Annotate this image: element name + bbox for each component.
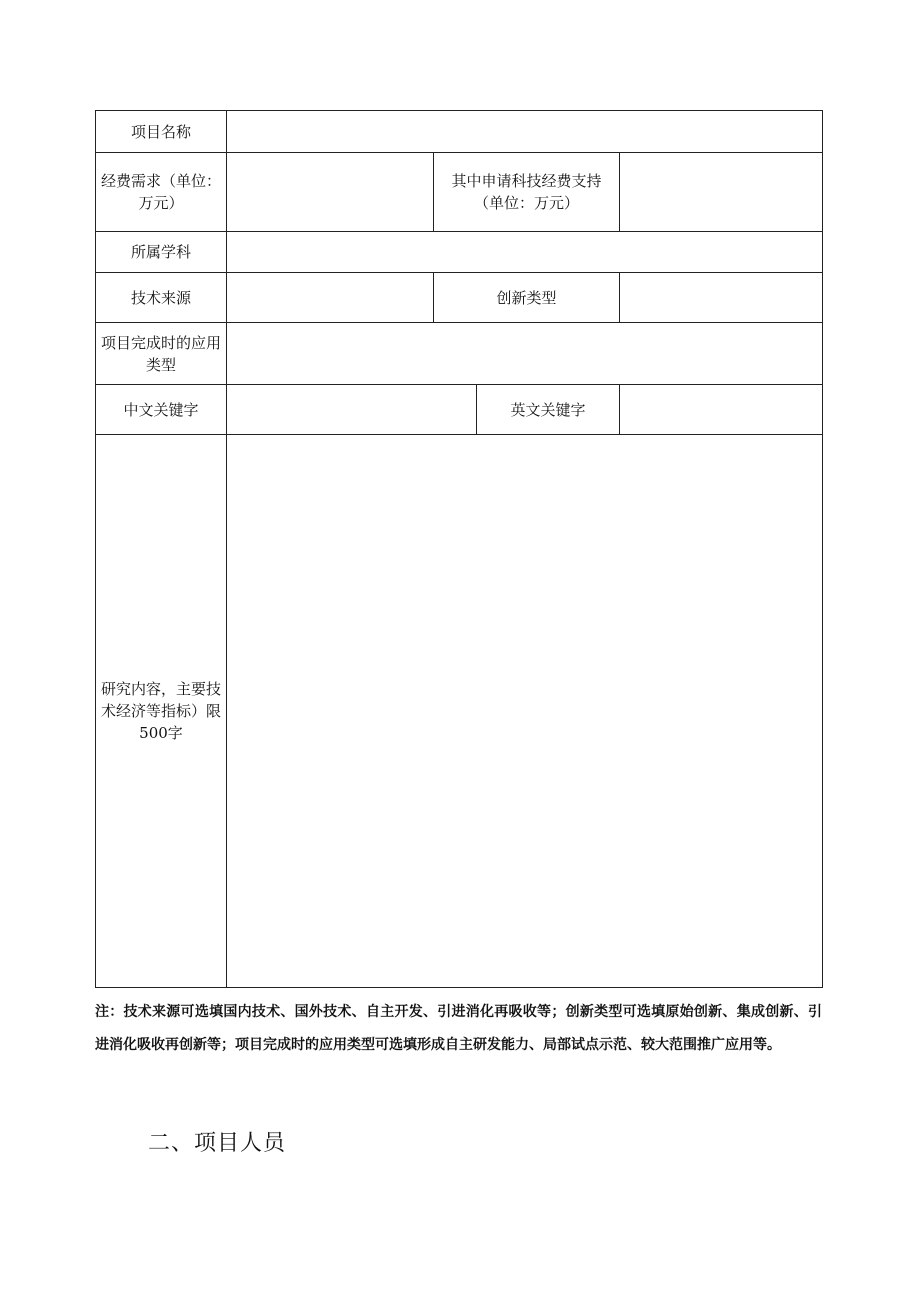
row-application-type [96, 323, 823, 385]
project-form-table [95, 110, 823, 988]
tech-source-label: 技术来源 [96, 273, 227, 323]
tech-source-value[interactable] [227, 273, 434, 323]
cn-keywords-value[interactable] [227, 385, 477, 435]
funding-label: 经费需求（单位：万元） [96, 153, 227, 232]
en-keywords-value[interactable] [620, 385, 823, 435]
research-content-value[interactable] [227, 435, 823, 988]
application-type-label: 项目完成时的应用类型 [96, 323, 227, 385]
research-content-label: 研究内容，主要技术经济等指标）限500字 [96, 435, 227, 988]
row-research-content [96, 435, 823, 988]
innovation-type-label: 创新类型 [434, 273, 620, 323]
row-tech-source [96, 273, 823, 323]
innovation-type-value[interactable] [620, 273, 823, 323]
form-note: 注：技术来源可选填国内技术、国外技术、自主开发、引进消化再吸收等；创新类型可选填原始创新、集成创新、引进消化吸收再创新等；项目完成时的应用类型可选填形成自主研发能力、局部试点示范、较大范围推广应用等。 [95, 1004, 822, 1053]
cn-keywords-label: 中文关键字 [96, 385, 227, 435]
row-funding [96, 153, 823, 232]
application-type-value[interactable] [227, 323, 823, 385]
section-title: 二、项目人员 [148, 1131, 287, 1156]
project-name-label: 项目名称 [96, 111, 227, 153]
discipline-label: 所属学科 [96, 232, 227, 273]
tech-funding-value[interactable] [620, 153, 823, 232]
en-keywords-label: 英文关键字 [477, 385, 620, 435]
row-discipline [96, 232, 823, 273]
funding-value[interactable] [227, 153, 434, 232]
row-keywords [96, 385, 823, 435]
row-project-name [96, 111, 823, 153]
project-name-value[interactable] [227, 111, 823, 153]
discipline-value[interactable] [227, 232, 823, 273]
tech-funding-label: 其中申请科技经费支持（单位：万元） [434, 153, 620, 232]
